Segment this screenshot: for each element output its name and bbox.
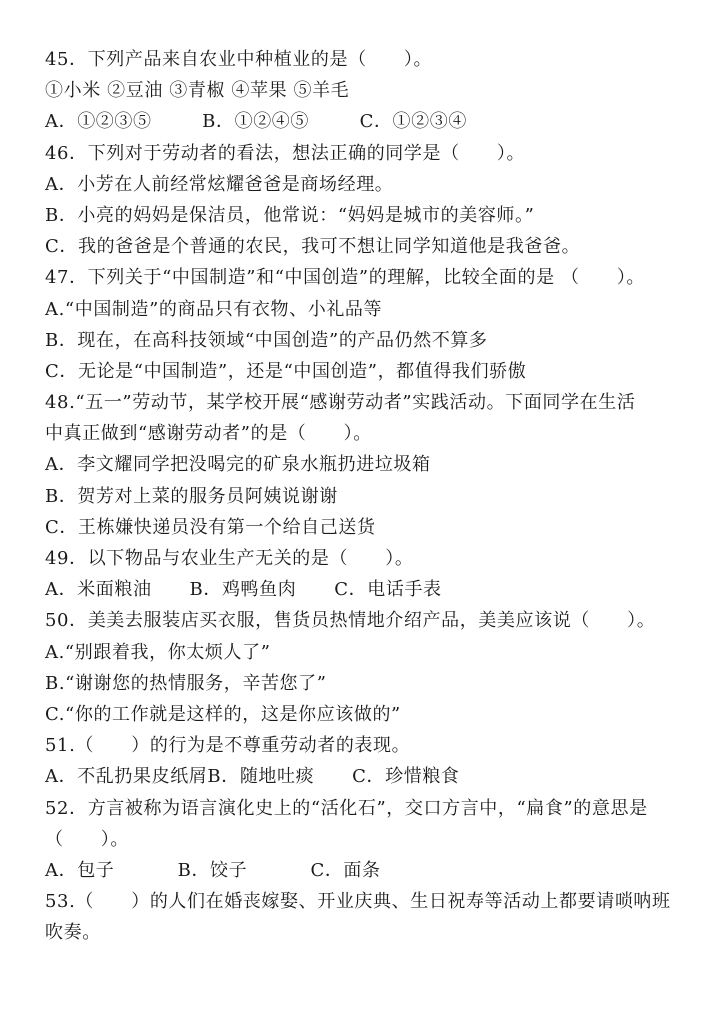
q45-options: A．①②③⑤ B．①②④⑤ C．①②③④ — [45, 111, 467, 133]
q50-option-a: A.“别跟着我，你太烦人了” — [45, 641, 271, 663]
q46-option-b: B．小亮的妈妈是保洁员，他常说：“妈妈是城市的美容师。” — [45, 204, 535, 226]
q52-options: A．包子 B．饺子 C．面条 — [45, 859, 381, 881]
question-list — [45, 44, 685, 948]
q46-stem: 46．下列对于劳动者的看法，想法正确的同学是（ ）。 — [45, 142, 526, 164]
q52-stem-line1: 52．方言被称为语言演化史上的“活化石”，交口方言中，“扁食”的意思是 — [45, 797, 648, 819]
q47-option-b: B．现在，在高科技领域“中国创造”的产品仍然不算多 — [45, 329, 488, 351]
q48-option-a: A．李文耀同学把没喝完的矿泉水瓶扔进垃圾箱 — [45, 454, 431, 476]
q48-stem-line1: 48.“五一”劳动节，某学校开展“感谢劳动者”实践活动。下面同学在生活 — [45, 392, 636, 414]
q48-stem-line2: 中真正做到“感谢劳动者”的是（ ）。 — [45, 423, 372, 445]
q52-stem-line2: （ ）。 — [45, 828, 129, 850]
q47-stem: 47．下列关于“中国制造”和“中国创造”的理解，比较全面的是 （ ）。 — [45, 267, 646, 289]
q47-option-c: C．无论是“中国制造”，还是“中国创造”，都值得我们骄傲 — [45, 360, 527, 382]
q51-stem: 51.（ ）的行为是不尊重劳动者的表现。 — [45, 735, 411, 757]
q46-option-a: A．小芳在人前经常炫耀爸爸是商场经理。 — [45, 173, 394, 195]
q48-option-b: B．贺芳对上菜的服务员阿姨说谢谢 — [45, 485, 338, 507]
q49-options: A．米面粮油 B．鸡鸭鱼肉 C．电话手表 — [45, 579, 442, 601]
q50-option-c: C.“你的工作就是这样的，这是你应该做的” — [45, 703, 401, 725]
q51-options: A．不乱扔果皮纸屑B．随地吐痰 C．珍惜粮食 — [45, 766, 460, 788]
q47-option-a: A.“中国制造”的商品只有衣物、小礼品等 — [45, 298, 383, 320]
q50-stem: 50．美美去服装店买衣服，售货员热情地介绍产品，美美应该说（ ）。 — [45, 610, 656, 632]
q46-option-c: C．我的爸爸是个普通的农民，我可不想让同学知道他是我爸爸。 — [45, 236, 581, 258]
q45-stem: 45．下列产品来自农业中种植业的是（ ）。 — [45, 49, 433, 70]
q45-items: ①小米 ②豆油 ③青椒 ④苹果 ⑤羊毛 — [45, 80, 350, 102]
q53-stem-line2: 吹奏。 — [45, 922, 101, 944]
q48-option-c: C．王栋嫌快递员没有第一个给自己送货 — [45, 516, 376, 538]
q49-stem: 49．以下物品与农业生产无关的是（ ）。 — [45, 548, 414, 569]
q50-option-b: B.“谢谢您的热情服务，辛苦您了” — [45, 672, 327, 694]
q53-stem-line1: 53.（ ）的人们在婚丧嫁娶、开业庆典、生日祝寿等活动上都要请唢呐班 — [45, 891, 671, 913]
